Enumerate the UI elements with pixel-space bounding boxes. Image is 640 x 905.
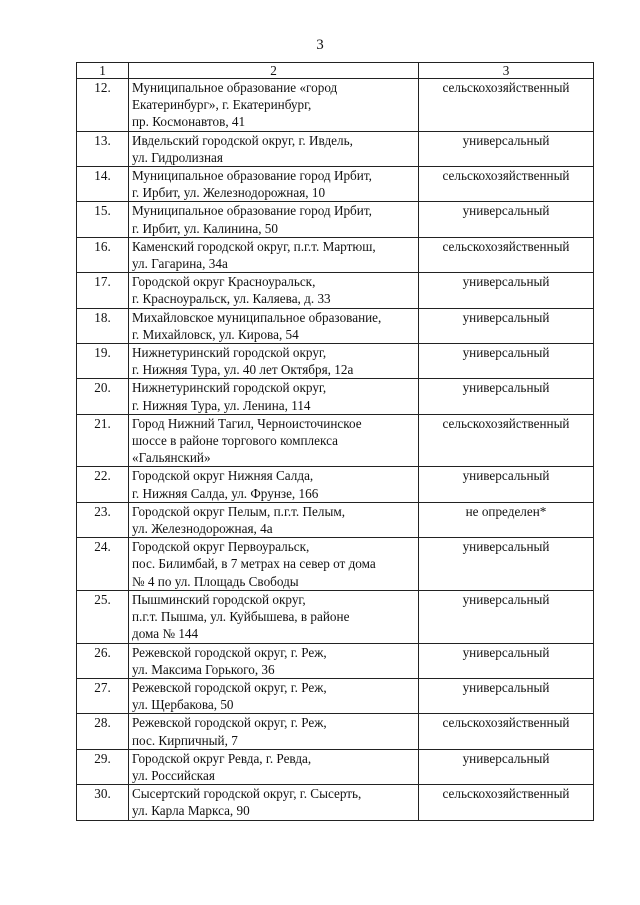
table-row (77, 79, 594, 132)
row-location (129, 785, 419, 820)
row-location (129, 590, 419, 643)
row-location (129, 379, 419, 414)
row-market-type: сельскохозяйственный (419, 167, 594, 202)
location-line: Муниципальное образование «город (132, 80, 338, 95)
row-market-type: универсальный (419, 643, 594, 678)
row-number: 28. (77, 714, 129, 749)
location-line: Городской округ Красноуральск, (132, 274, 316, 290)
row-market-type: универсальный (419, 202, 594, 237)
location-line: Городской округ Ревда, г. Ревда, (132, 750, 312, 766)
row-location (129, 308, 419, 343)
row-market-type: универсальный (419, 538, 594, 591)
row-number: 29. (77, 749, 129, 784)
table-row (77, 131, 594, 166)
location-line: Городской округ Пелым, п.г.т. Пелым, (132, 503, 345, 519)
row-number: 21. (77, 414, 129, 467)
row-market-type: универсальный (419, 308, 594, 343)
table-row (77, 678, 594, 713)
location-line: Екатеринбург», г. Екатеринбург, (132, 97, 312, 113)
location-line: № 4 по ул. Площадь Свободы (132, 573, 299, 589)
table-row (77, 237, 594, 272)
row-location (129, 202, 419, 237)
location-line: Режевской городской округ, г. Реж, (132, 644, 327, 660)
row-location (129, 79, 419, 132)
table-header-row (77, 63, 594, 79)
location-line: шоссе в районе торгового комплекса (132, 433, 338, 449)
location-line: г. Красноуральск, ул. Каляева, д. 33 (132, 291, 331, 307)
row-location (129, 538, 419, 591)
row-market-type: универсальный (419, 273, 594, 308)
location-line: Пышминский городской округ, (132, 591, 306, 607)
location-line: пос. Билимбай, в 7 метрах на север от дома (132, 556, 376, 572)
column-header-type: 3 (419, 63, 594, 79)
row-market-type: не определен* (419, 502, 594, 537)
location-line: ул. Максима Горького, 36 (132, 661, 275, 677)
table-row (77, 167, 594, 202)
location-line: г. Ирбит, ул. Калинина, 50 (132, 220, 278, 236)
table-row (77, 344, 594, 379)
location-line: ул. Гидролизная (132, 149, 223, 165)
table-row (77, 502, 594, 537)
location-line: Городской округ Нижняя Салда, (132, 468, 314, 484)
row-number: 13. (77, 131, 129, 166)
row-market-type: универсальный (419, 344, 594, 379)
row-number: 23. (77, 502, 129, 537)
row-number: 12. (77, 79, 129, 132)
row-location (129, 273, 419, 308)
row-market-type: универсальный (419, 678, 594, 713)
row-market-type: сельскохозяйственный (419, 237, 594, 272)
row-location (129, 678, 419, 713)
row-number: 14. (77, 167, 129, 202)
row-location (129, 237, 419, 272)
location-line: пр. Космонавтов, 41 (132, 114, 246, 130)
row-location (129, 344, 419, 379)
column-header-location: 2 (129, 63, 419, 79)
row-number: 27. (77, 678, 129, 713)
location-line: Муниципальное образование город Ирбит, (132, 168, 372, 184)
row-location (129, 749, 419, 784)
row-number: 22. (77, 467, 129, 502)
row-market-type: универсальный (419, 749, 594, 784)
row-number: 26. (77, 643, 129, 678)
row-location (129, 502, 419, 537)
row-location (129, 714, 419, 749)
table-row (77, 308, 594, 343)
location-line: ул. Российская (132, 767, 215, 783)
location-line: ул. Железнодорожная, 4а (132, 521, 273, 537)
location-line: Муниципальное образование город Ирбит, (132, 203, 372, 219)
row-market-type: универсальный (419, 379, 594, 414)
location-line: г. Нижняя Тура, ул. 40 лет Октября, 12а (132, 362, 354, 378)
row-market-type: сельскохозяйственный (419, 785, 594, 820)
location-line: г. Ирбит, ул. Железнодорожная, 10 (132, 185, 326, 201)
location-line: ул. Гагарина, 34а (132, 256, 228, 272)
row-market-type: сельскохозяйственный (419, 79, 594, 132)
location-line: Режевской городской округ, г. Реж, (132, 679, 327, 695)
row-market-type: сельскохозяйственный (419, 714, 594, 749)
page-number: 3 (316, 37, 324, 53)
row-location (129, 167, 419, 202)
row-number: 20. (77, 379, 129, 414)
row-market-type: универсальный (419, 131, 594, 166)
location-line: пос. Кирпичный, 7 (132, 732, 238, 748)
table-row (77, 379, 594, 414)
row-market-type: универсальный (419, 467, 594, 502)
table-row (77, 590, 594, 643)
row-number: 18. (77, 308, 129, 343)
row-number: 16. (77, 237, 129, 272)
table-row (77, 273, 594, 308)
row-number: 17. (77, 273, 129, 308)
location-line: Ивдельский городской округ, г. Ивдель, (132, 132, 353, 148)
location-line: Нижнетуринский городской округ, (132, 345, 327, 361)
table-row (77, 538, 594, 591)
location-line: Михайловское муниципальное образование, (132, 309, 382, 325)
row-location (129, 414, 419, 467)
row-number: 24. (77, 538, 129, 591)
row-number: 19. (77, 344, 129, 379)
row-number: 30. (77, 785, 129, 820)
location-line: ул. Щербакова, 50 (132, 697, 234, 713)
table-body (77, 79, 594, 821)
location-line: г. Нижняя Салда, ул. Фрунзе, 166 (132, 485, 319, 501)
location-line: г. Нижняя Тура, ул. Ленина, 114 (132, 397, 311, 413)
column-header-number: 1 (77, 63, 129, 79)
location-line: ул. Карла Маркса, 90 (132, 803, 250, 819)
location-line: «Гальянский» (132, 450, 211, 466)
location-line: дома № 144 (132, 626, 199, 642)
row-location (129, 643, 419, 678)
location-line: п.г.т. Пышма, ул. Куйбышева, в районе (132, 609, 350, 625)
row-number: 15. (77, 202, 129, 237)
table-row (77, 414, 594, 467)
row-market-type: сельскохозяйственный (419, 414, 594, 467)
location-line: Режевской городской округ, г. Реж, (132, 715, 327, 731)
markets-table (76, 62, 594, 821)
table-row (77, 785, 594, 820)
location-line: Каменский городской округ, п.г.т. Мартюш, (132, 238, 376, 254)
row-number: 25. (77, 590, 129, 643)
location-line: Нижнетуринский городской округ, (132, 380, 327, 396)
table-row (77, 714, 594, 749)
table-row (77, 467, 594, 502)
row-market-type: универсальный (419, 590, 594, 643)
table-row (77, 202, 594, 237)
location-line: г. Михайловск, ул. Кирова, 54 (132, 326, 299, 342)
row-location (129, 131, 419, 166)
table-row (77, 643, 594, 678)
location-line: Сысертский городской округ, г. Сысерть, (132, 786, 362, 802)
location-line: Городской округ Первоуральск, (132, 539, 310, 555)
row-location (129, 467, 419, 502)
table-row (77, 749, 594, 784)
location-line: Город Нижний Тагил, Черноисточинское (132, 415, 362, 431)
